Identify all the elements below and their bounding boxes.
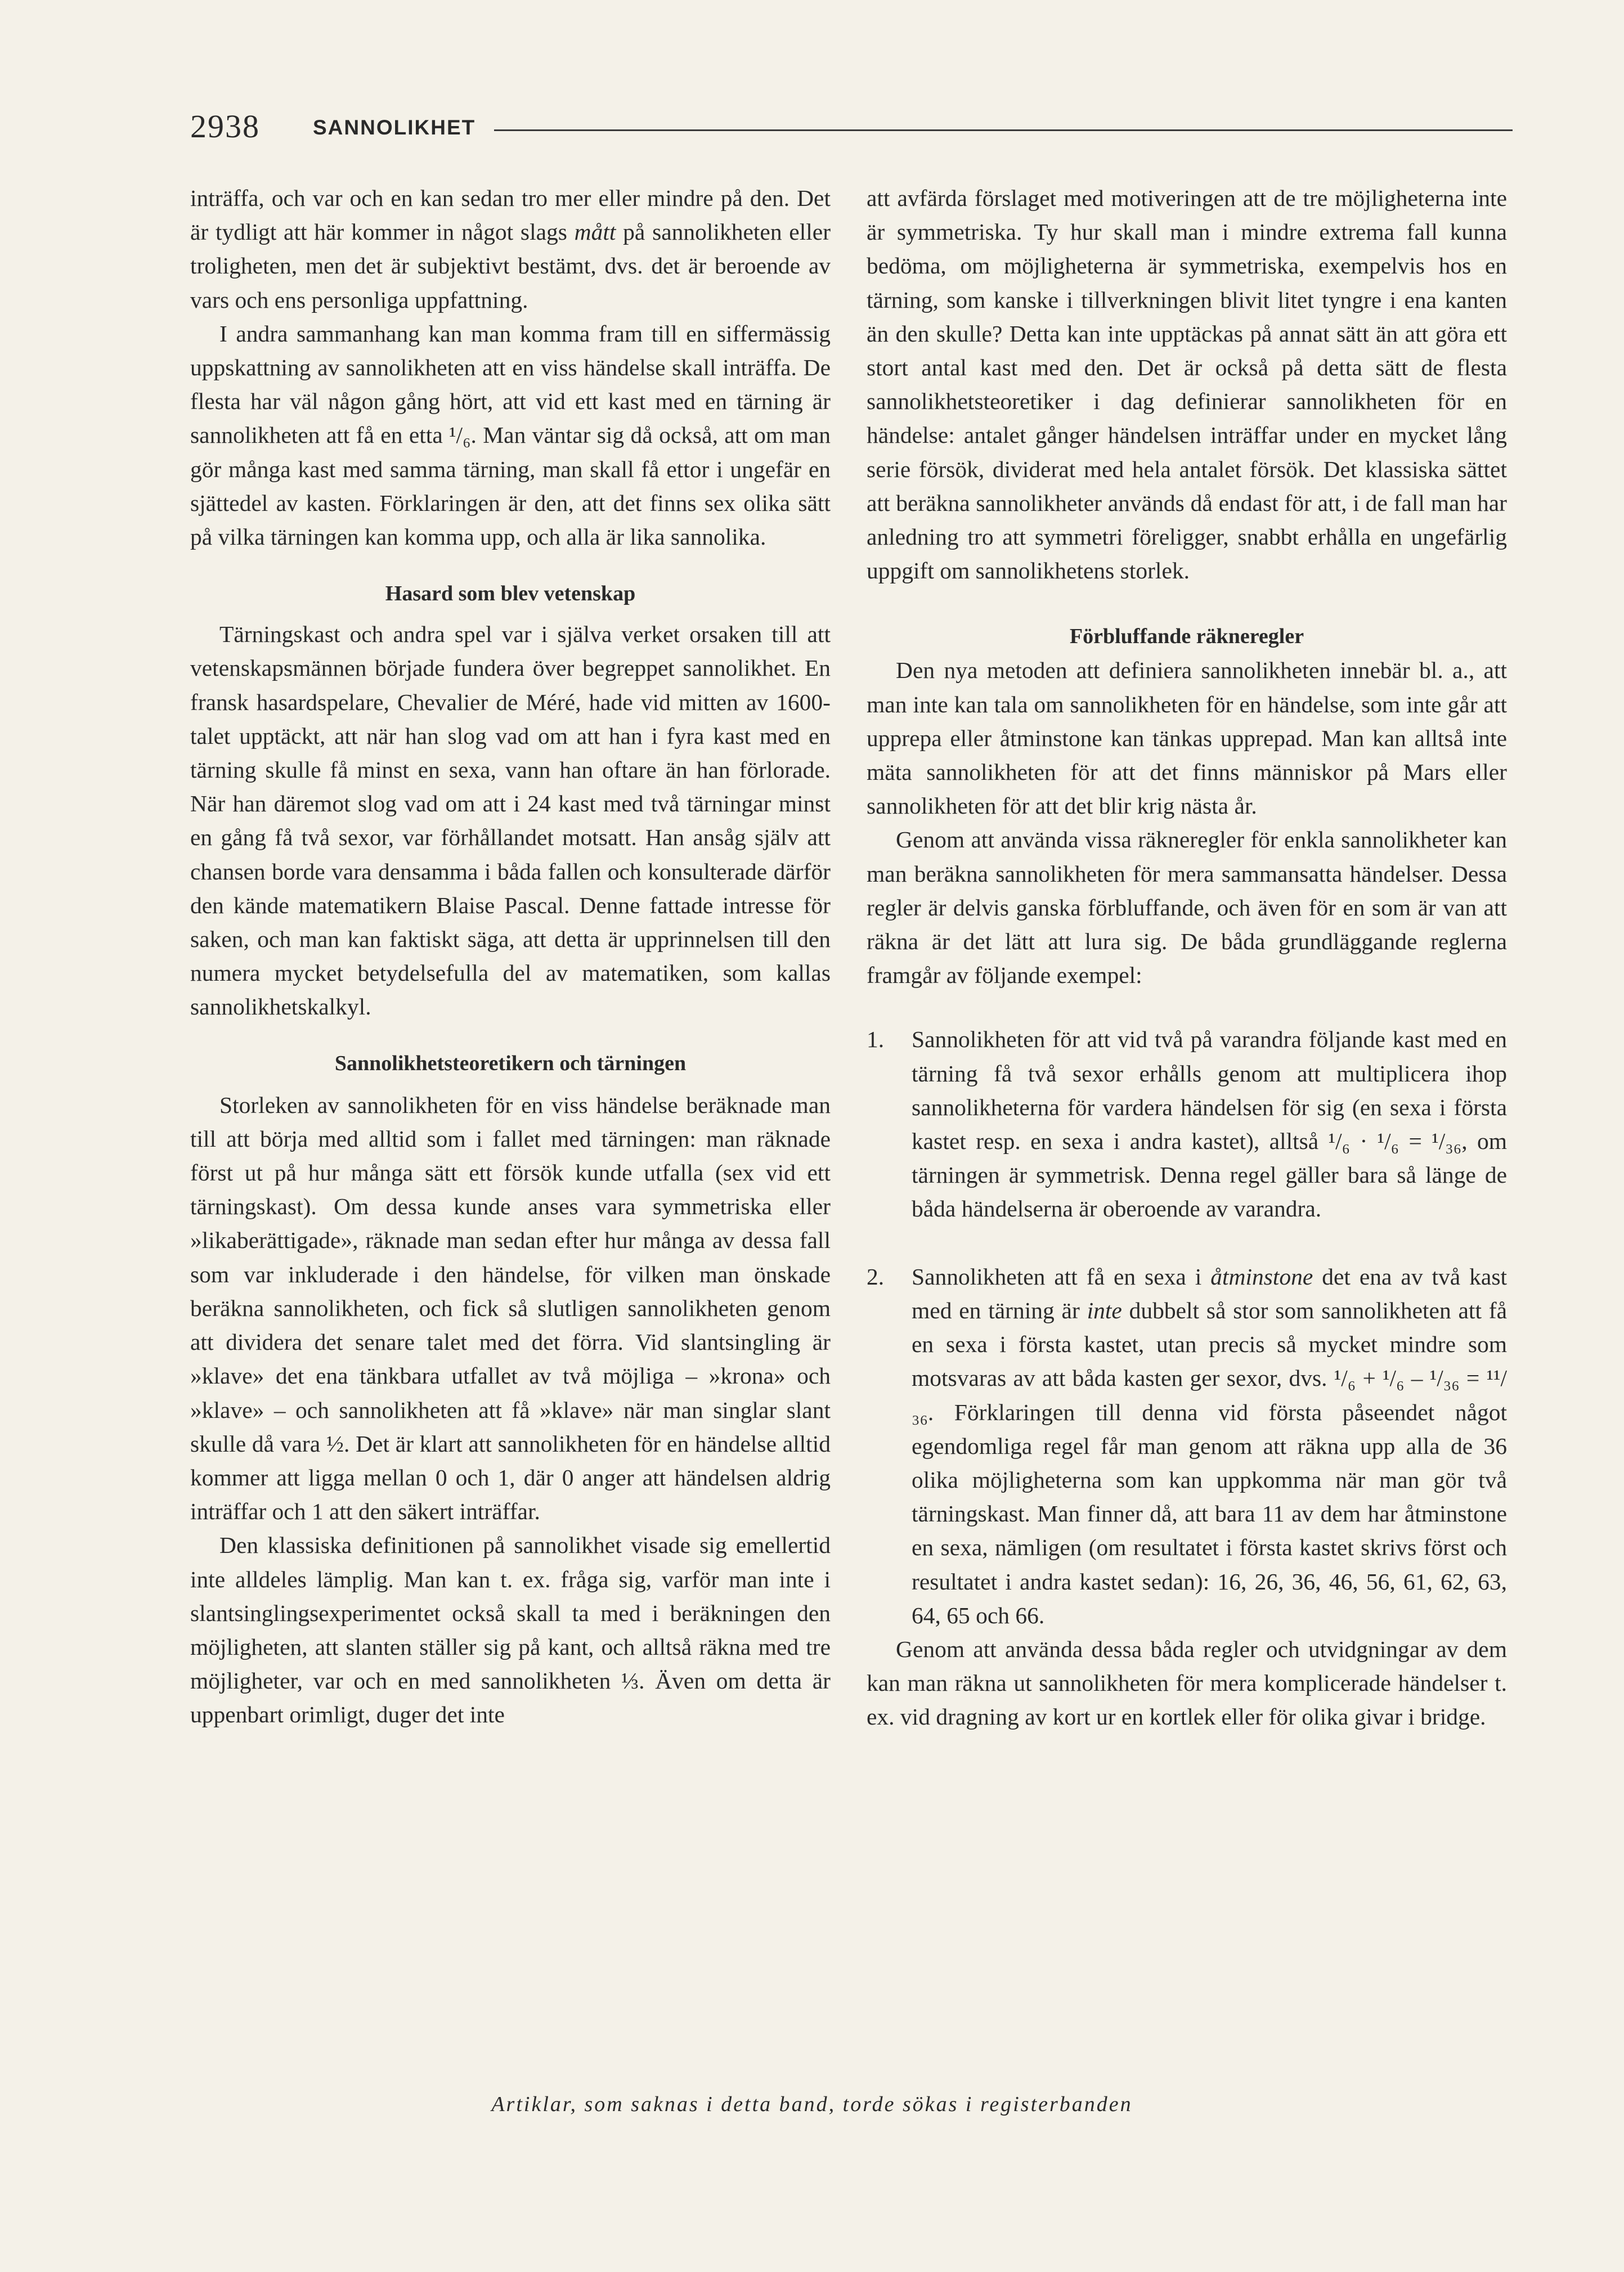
list-item-text: Sannolikheten för att vid två på varandra följande kast med en tärning få två sexor erhålls genom att multiplicera ihop sannolikheterna för vardera händelsen för sig (en sexa i första kastet resp. en sexa i andra kastet), alltså ¹/₆ · ¹/₆ = ¹/₃₆, om tärningen är symmetrisk. Denna regel gäller bara så länge de båda händelserna är oberoende av varandra.: [912, 1026, 1507, 1222]
paragraph: Tärningskast och andra spel var i själva verket orsaken till att vetenskapsmännen började fundera över begreppet sannolikhet. En fransk hasardspelare, Chevalier de Méré, hade vid mitten av 1600-talet upptäckt, att när han slog vad om att han i fyra kast med en tärning skulle få minst en sexa, vann han oftare än han förlorade. När han däremot slog vad om att i 24 kast med två tärningar minst en gång få två sexor, var förhållandet motsatt. Han ansåg själv att chansen borde vara densamma i båda fallen och konsulterade därför den kände matematikern Blaise Pascal. Denne fattade intresse för saken, och man kan faktiskt säga, att detta är upprinnelsen till den numera mycket betydelsefulla del av matematiken, som kallas sannolikhetskalkyl.: [190, 621, 831, 1020]
section-heading: Sannolikhetsteoretikern och tärningen: [334, 1051, 687, 1075]
paragraph: Den klassiska definitionen på sannolikhet visade sig emellertid inte alldeles lämplig. Man kan t. ex. fråga sig, varför man inte i slantsinglingsexperimentet också skall ta med i beräkningen den möjligheten, att slanten ställer sig på kant, och alltså räkna med tre möjligheter, var och en med sannolikheten ⅓. Även om detta är uppenbart orimligt, duger det inte: [190, 1532, 831, 1728]
section-heading: Hasard som blev vetenskap: [385, 582, 636, 606]
numbered-list: [867, 1022, 1507, 1632]
left-column: [190, 181, 831, 1732]
paragraph: Storleken av sannolikheten för en viss händelse beräknade man till att börja med alltid som i fallet med tärningen: man räknade först ut på hur många sätt ett försök kunde utfalla (sex vid ett tärningskast). Om dessa kunde anses vara symmetriska eller »likaberättigade», räknade man sedan efter hur många av dessa fall som var inkluderade i den händelse, för vilken man önskade beräkna sannolikheten, och fick så slutligen sannolikheten genom att dividera det senare talet med det förra. Vid slantsingling är »klave» det ena tänkbara utfallet av två möjliga – »krona» och »klave» – och sannolikheten att få »klave» när man singlar slant skulle då vara ½. Det är klart att sannolikheten för en händelse alltid kommer att ligga mellan 0 och 1, där 0 anger att händelsen aldrig inträffar och 1 att den säkert inträffar.: [190, 1092, 831, 1525]
page-footer: Artiklar, som saknas i detta band, torde sökas i registerbanden: [491, 2093, 1133, 2116]
list-item: [867, 1260, 1507, 1632]
page-number: 2938: [190, 108, 260, 145]
paragraph: I andra sammanhang kan man komma fram till en siffermässig uppskattning av sannolikheten att en viss händelse skall inträffa. De flesta har väl någon gång hört, att vid ett kast med en tärning är sannolikheten att få en etta ¹/₆. Man väntar sig då också, att om man gör många kast med samma tärning, man skall få ettor i ungefär en sjättedel av kasten. Förklaringen är den, att det finns sex olika sätt på vilka tärningen kan komma upp, och alla är lika sannolika.: [190, 320, 831, 550]
paragraph: inträffa, och var och en kan sedan tro mer eller mindre på den. Det är tydligt att här kommer in något slags mått på sannolikheten eller troligheten, men det är subjektivt bestämt, dvs. det är beroende av vars och ens personliga uppfattning.: [190, 185, 831, 313]
list-item: [867, 1022, 1507, 1225]
running-title: SANNOLIKHET: [313, 116, 476, 139]
page-header: [190, 107, 1513, 146]
header-rule: [494, 129, 1513, 131]
paragraph: Genom att använda dessa båda regler och utvidgningar av dem kan man räkna ut sannolikheten för mera komplicerade händelser t. ex. vid dragning av kort ur en kortlek eller för olika givar i bridge.: [867, 1636, 1507, 1730]
section-heading: Förbluffande räkneregler: [1069, 625, 1304, 649]
paragraph: att avfärda förslaget med motiveringen att de tre möjligheterna inte är symmetriska. Ty hur skall man i mindre extrema fall kunna bedöma, om möjligheterna är symmetriska, exempelvis hos en tärning, som kanske i tillverkningen blivit litet tyngre i ena kanten än den skulle? Detta kan inte upptäckas på annat sätt än att göra ett stort antal kast med den. Det är också på detta sätt de flesta sannolikhetsteoretiker i dag definierar sannolikheten för en händelse: antalet gånger händelsen inträffar under en mycket lång serie försök, dividerat med hela antalet försök. Det klassiska sättet att beräkna sannolikheter används då endast för att, i de fall man har anledning tro att symmetri föreligger, snabbt erhålla en ungefärlig uppgift om sannolikhetens storlek.: [867, 185, 1507, 584]
paragraph: Den nya metoden att definiera sannolikheten innebär bl. a., att man inte kan tala om sannolikheten för en händelse, som inte går att upprepa eller åtminstone kan tänkas upprepad. Man kan alltså inte mäta sannolikheten för att det finns människor på Mars eller sannolikheten för att det blir krig nästa år.: [867, 657, 1507, 819]
right-column: [867, 181, 1507, 1734]
list-number: 2.: [867, 1263, 885, 1290]
list-number: 1.: [867, 1026, 885, 1053]
list-item-text: Sannolikheten att få en sexa i åtminstone det ena av två kast med en tärning är inte dubbelt så stor som sannolikheten att få en sexa i första kastet, utan precis så mycket mindre som motsvaras av att båda kasten ger sexor, dvs. ¹/₆ + ¹/₆ – ¹/₃₆ = ¹¹/₃₆. Förklaringen till denna vid första påseendet något egendomliga regel får man genom att räkna upp alla de 36 olika möjligheterna som kan uppkomma när man gör två tärningskast. Man finner då, att bara 11 av dem har åtminstone en sexa, nämligen (om resultatet i första kastet skrivs först och resultatet i andra kastet sedan): 16, 26, 36, 46, 56, 61, 62, 63, 64, 65 och 66.: [912, 1263, 1507, 1628]
paragraph: Genom att använda vissa räkneregler för enkla sannolikheter kan man beräkna sannolikheten för mera sammansatta händelser. Dessa regler är delvis ganska förbluffande, och även för en som är van att räkna är det lätt att lura sig. De båda grundläggande reglerna framgår av följande exempel:: [867, 827, 1507, 989]
